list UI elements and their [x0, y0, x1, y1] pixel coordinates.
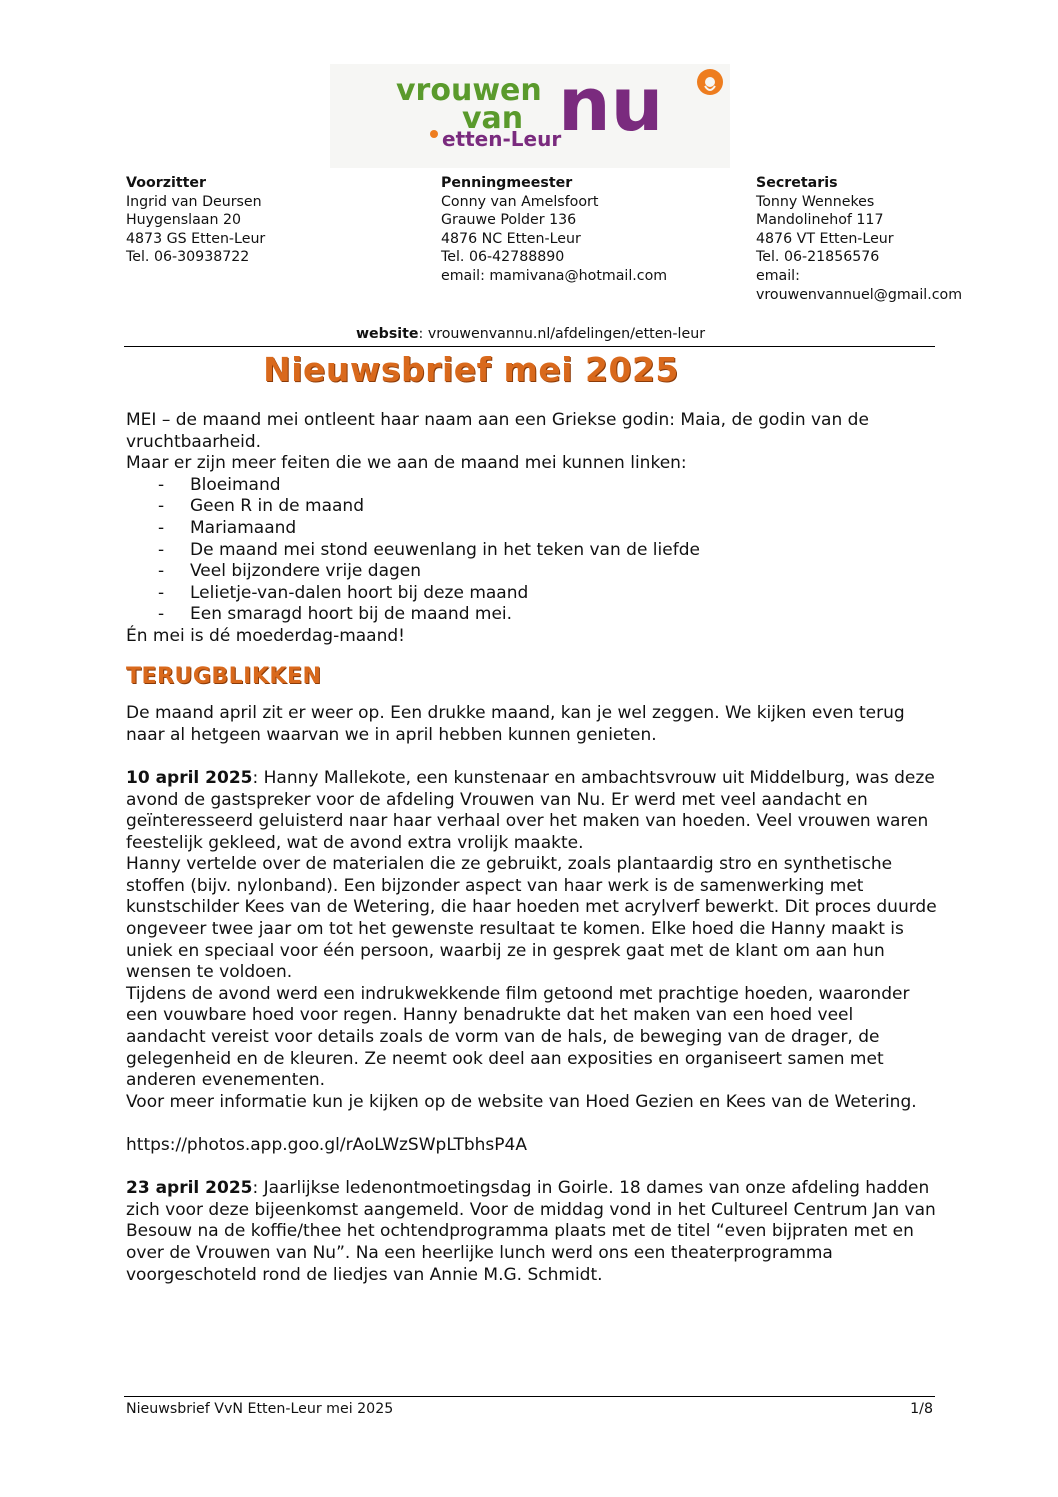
newsletter-body: [126, 410, 938, 1286]
website-label: website: [355, 326, 419, 342]
list-item: - Geen R in de maand: [126, 496, 938, 518]
contact-heading: Secretaris: [756, 175, 838, 191]
logo-word-nu: nu: [558, 64, 664, 148]
footer-divider: [124, 1396, 935, 1397]
page-footer: [126, 1401, 933, 1417]
intro-paragraph: MEI – de maand mei ontleent haar naam aan een Griekse godin: Maia, de godin van de vruchtbaarheid.: [126, 410, 869, 452]
contact-phone: Tel. 06-42788890: [441, 249, 565, 266]
list-item: - Bloeimand: [126, 475, 938, 497]
footer-title: Nieuwsbrief VvN Etten-Leur mei 2025: [126, 1401, 394, 1417]
contact-address: Grauwe Polder 136: [441, 212, 577, 229]
section-intro: De maand april zit er weer op. Een drukke maand, kan je wel zeggen. We kijken even terug naar al hetgeen waarvan we in april hebben kunnen genieten.: [126, 703, 905, 745]
contact-name: Conny van Amelsfoort: [441, 193, 599, 210]
contact-name: Ingrid van Deursen: [126, 193, 262, 210]
contact-email-label: email:: [756, 267, 800, 284]
list-item: - Mariamaand: [126, 518, 938, 540]
event-text: : Hanny Mallekote, een kunstenaar en ambachtsvrouw uit Middelburg, was deze avond de gastspreker voor de afdeling Vrouwen van Nu. Er werd met veel aandacht en geïnteresseerd geluisterd naar haar verhaal over het maken van hoeden. Veel vrouwen waren feestelijk gekleed, wat de avond extra vrolijk maakte.: [126, 767, 935, 853]
logo-word-vrouwen: vrouwen: [396, 73, 542, 108]
event-text: : Jaarlijkse ledenontmoetingsdag in Goirle. 18 dames van onze afdeling hadden zich voor deze bijeenkomst aangemeld. Voor de middag vond in het Cultureel Centrum Jan van Besouw na de koffie/thee het ochtendprogramma plaats met de titel “even bijpraten met en over de Vrouwen van Nu”. Na een heerlijke lunch werd ons een theaterprogramma voorgeschoteld rond de liedjes van Annie M.G. Schmidt.: [126, 1178, 936, 1285]
contact-email[interactable]: vrouwenvannuel@gmail.com: [756, 286, 963, 303]
contact-phone: Tel. 06-21856576: [756, 249, 880, 266]
newsletter-title: Nieuwsbrief mei 2025: [263, 350, 679, 389]
event-date: 10 april 2025: [126, 767, 253, 788]
event-paragraph: Tijdens de avond werd een indrukwekkende film getoond met prachtige hoeden, waaronder een vouwbare hoed voor regen. Hanny benadrukte dat het maken van een hoed veel aandacht vereist voor details zoals de vorm van de hals, de beweging van de drager, de gelegenheid en de kleuren. Ze neemt ook deel aan exposities en organiseert samen met anderen evenementen.: [126, 983, 910, 1091]
logo-sub-etten-leur: etten-Leur: [442, 127, 562, 151]
list-item: - De maand mei stond eeuwenlang in het teken van de liefde: [126, 540, 938, 562]
contact-address: Huygenslaan 20: [126, 212, 242, 229]
photos-link[interactable]: https://photos.app.goo.gl/rAoLWzSWpLTbhsP4A: [126, 1135, 527, 1155]
contact-phone: Tel. 06-30938722: [126, 249, 250, 266]
intro-closing: Én mei is dé moederdag-maand!: [126, 625, 405, 646]
contact-address: Mandolinehof 117: [756, 212, 884, 229]
contact-email[interactable]: email: mamivana@hotmail.com: [441, 267, 668, 284]
section-title-terugblikken: TERUGBLIKKEN: [126, 663, 322, 689]
contact-city: 4876 VT Etten-Leur: [756, 230, 894, 247]
website-line: [126, 326, 935, 342]
event-date: 23 april 2025: [126, 1178, 253, 1199]
event-paragraph: Voor meer informatie kun je kijken op de website van Hoed Gezien en Kees van de Wetering.: [126, 1091, 917, 1112]
list-item: - Veel bijzondere vrije dagen: [126, 561, 938, 583]
may-facts-list: [126, 475, 938, 626]
contact-city: 4876 NC Etten-Leur: [441, 230, 581, 247]
contact-city: 4873 GS Etten-Leur: [126, 230, 266, 247]
list-item: - Lelietje-van-dalen hoort bij deze maand: [126, 583, 938, 605]
header-divider: [124, 346, 935, 347]
page-number: 1/8: [910, 1401, 933, 1417]
event-paragraph: [126, 1178, 938, 1286]
list-item: - Een smaragd hoort bij de maand mei.: [126, 604, 938, 626]
contact-secretaris: [756, 174, 962, 304]
website-url[interactable]: : vrouwenvannu.nl/afdelingen/etten-leur: [418, 326, 706, 342]
event-paragraph: [126, 768, 938, 854]
vrouwen-van-nu-logo: [330, 64, 730, 168]
logo-flower-icon: [697, 69, 723, 95]
event-paragraph: Hanny vertelde over de materialen die ze gebruikt, zoals plantaardig stro en synthetische stoffen (bijv. nylonband). Een bijzonder aspect van haar werk is de samenwerking met kunstschilder Kees van de Wetering, die haar hoeden met acrylverf bewerkt. Dit proces duurde ongeveer twee jaar om tot het gewenste resultaat te komen. Elke hoed die Hanny maakt is uniek en speciaal voor één persoon, waarbij ze in gesprek gaat met de klant om aan hun wensen te voldoen.: [126, 854, 937, 983]
contact-name: Tonny Wennekes: [756, 193, 875, 210]
contact-penningmeester: [441, 174, 667, 286]
contact-voorzitter: [126, 174, 265, 267]
contact-heading: Penningmeester: [441, 175, 573, 191]
intro-lead: Maar er zijn meer feiten die we aan de maand mei kunnen linken:: [126, 453, 687, 474]
contact-heading: Voorzitter: [126, 175, 206, 191]
logo-word-van: van: [462, 101, 524, 136]
